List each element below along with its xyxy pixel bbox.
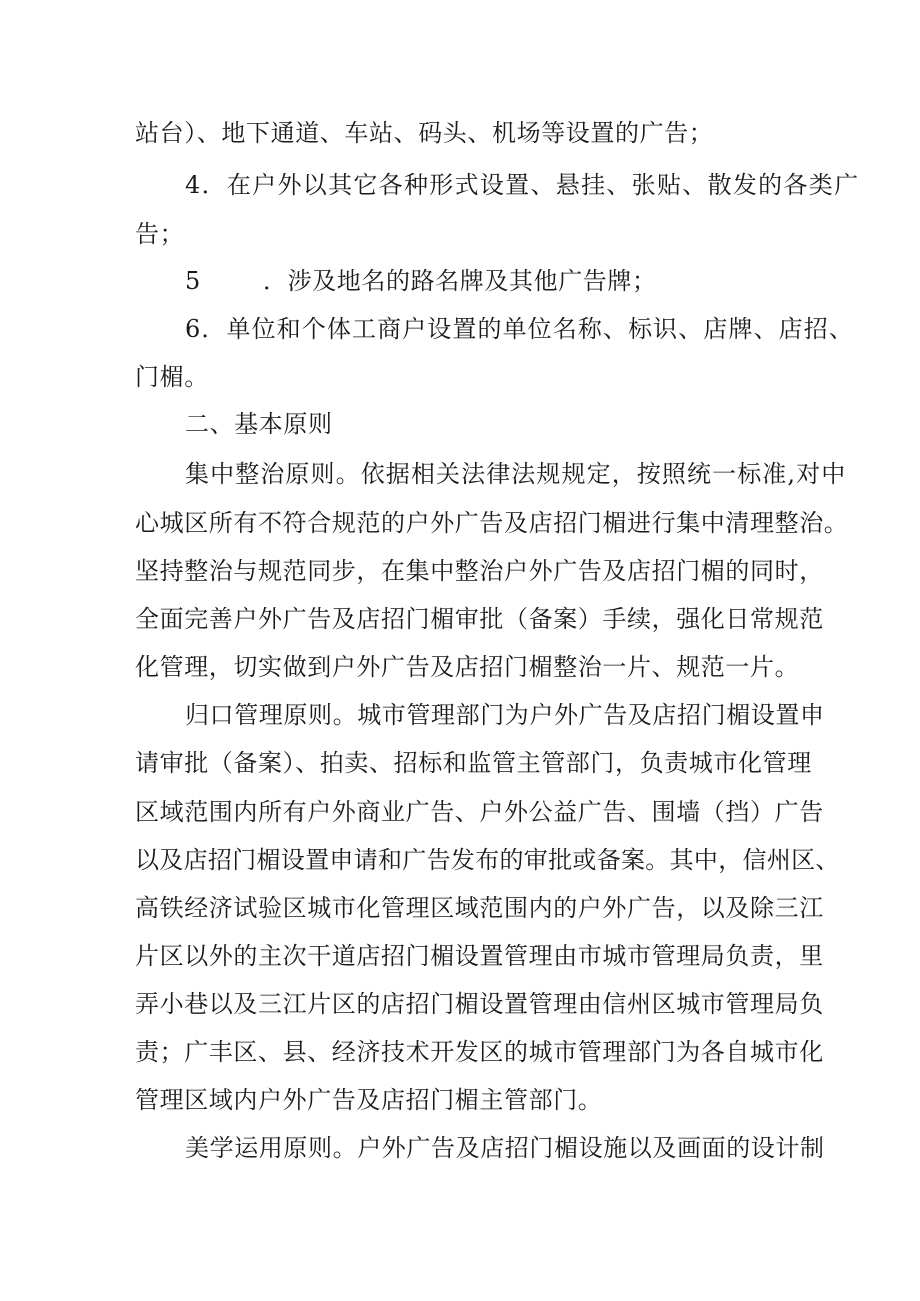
paragraph-line: 心城区所有不符合规范的户外广告及店招门楣进行集中清理整治。 — [135, 509, 849, 537]
paragraph-line: 坚持整治与规范同步，在集中整治户外广告及店招门楣的同时， — [135, 557, 824, 585]
paragraph-line: 高铁经济试验区城市化管理区域范围内的户外广告，以及除三江 — [135, 894, 824, 922]
paragraph-line: 美学运用原则。户外广告及店招门楣设施以及画面的设计制 — [185, 1134, 825, 1162]
paragraph-line: 弄小巷以及三江片区的店招门楣设置管理由信州区城市管理局负 — [135, 990, 824, 1018]
paragraph-line: 化管理，切实做到户外广告及店招门楣整治一片、规范一片。 — [135, 653, 800, 681]
paragraph-line: 责；广丰区、县、经济技术开发区的城市管理部门为各自城市化 — [135, 1038, 824, 1066]
paragraph-line: 集中整治原则。依据相关法律法规规定，按照统一标准,对中 — [185, 460, 847, 488]
list-item-4: 4．在户外以其它各种形式设置、悬挂、张贴、散发的各类广 — [185, 171, 860, 199]
list-item-number: 5 — [185, 267, 201, 295]
paragraph-line: 管理区域内户外广告及店招门楣主管部门。 — [135, 1086, 603, 1114]
paragraph-line: 请审批（备案）、拍卖、招标和监管主管部门，负责城市化管理 — [135, 749, 812, 777]
section-heading: 二、基本原则 — [185, 410, 333, 438]
paragraph-line: 归口管理原则。城市管理部门为户外广告及店招门楣设置申 — [185, 701, 825, 729]
text-line: 站台）、地下通道、车站、码头、机场等设置的广告； — [135, 119, 714, 147]
text-line: 告； — [135, 220, 185, 248]
list-item-6: 6．单位和个体工商户设置的单位名称、标识、店牌、店招、 — [185, 315, 854, 343]
paragraph-line: 片区以外的主次干道店招门楣设置管理由市城市管理局负责，里 — [135, 942, 824, 970]
paragraph-line: 区域范围内所有户外商业广告、户外公益广告、围墙（挡）广告 — [135, 798, 824, 826]
paragraph-line: 全面完善户外广告及店招门楣审批（备案）手续，强化日常规范 — [135, 605, 824, 633]
list-item-5 — [185, 266, 657, 296]
text-line: 门楣。 — [135, 363, 209, 391]
paragraph-line: 以及店招门楣设置申请和广告发布的审批或备案。其中，信州区、 — [135, 846, 840, 874]
list-item-text: ．涉及地名的路名牌及其他广告牌； — [263, 267, 657, 295]
